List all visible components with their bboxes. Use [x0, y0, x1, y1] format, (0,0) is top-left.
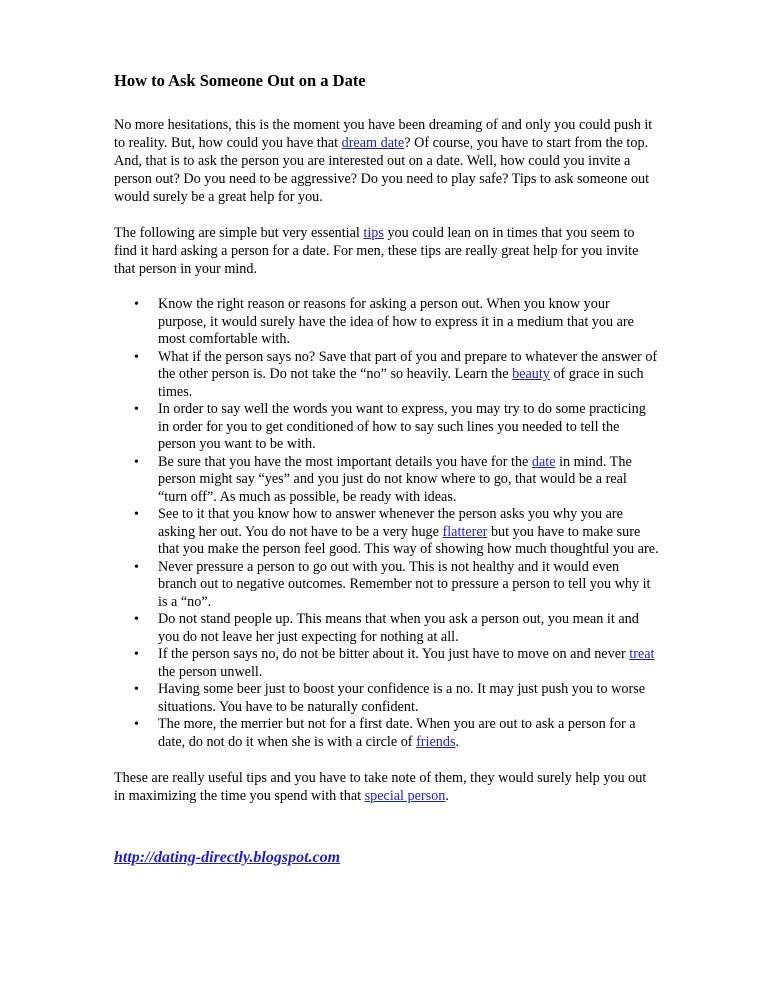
- bullet-icon: •: [134, 454, 139, 470]
- date-link[interactable]: date: [531, 453, 556, 470]
- tip-text: If the person says no, do not be bitter about it. You just have to move on and never: [158, 646, 630, 662]
- tip-text: Do not stand people up. This means that when you ask a person out, you mean it and you do not leave her just expecting for nothing at all.: [158, 611, 639, 645]
- list-item: [114, 681, 659, 716]
- list-item: [114, 506, 659, 559]
- tip-text: The more, the merrier but not for a first date. When you are out to ask a person for a date, do not do it when she is with a circle of: [158, 716, 636, 750]
- treat-link[interactable]: treat: [629, 646, 655, 662]
- list-item: [114, 646, 659, 681]
- tip-text: Be sure that you have the most important details you have for the: [158, 453, 532, 470]
- dream-date-link[interactable]: dream date: [341, 135, 405, 151]
- tips-list: [114, 296, 659, 751]
- tip-text: What if the person says no? Save that part of you and prepare to whatever the answer of the other person is. Do not take the “no” so heavily. Learn the: [158, 348, 658, 382]
- blog-url-link[interactable]: http://dating-directly.blogspot.com: [114, 849, 341, 866]
- tip-text: In order to say well the words you want to express, you may try to do some practicing in order for you to get conditioned of how to say such lines you needed to tell the person you want to be with.: [158, 401, 646, 452]
- tip-text: Having some beer just to boost your confidence is a no. It may just push you to worse situations. You have to be naturally confident.: [158, 681, 646, 715]
- bullet-icon: •: [134, 297, 139, 312]
- list-item: [114, 401, 659, 454]
- tips-link[interactable]: tips: [363, 225, 384, 241]
- list-item: [114, 349, 659, 402]
- special-person-link[interactable]: special person: [364, 788, 446, 804]
- bullet-icon: •: [134, 647, 139, 662]
- tip-text: Know the right reason or reasons for asking a person out. When you know your purpose, it would surely have the idea of how to express it in a medium that you are most comfortable with.: [158, 296, 634, 347]
- intro-text-2: ? Of course, you have to start from the top. And, that is to ask the person you are interested out on a date. Well, how could you invite a person out? Do you need to be aggressive? Do you need to play safe? Tips to ask someone out would surely be a great help for you.: [114, 135, 650, 205]
- list-item: [114, 296, 659, 349]
- list-item: [114, 716, 659, 751]
- bullet-icon: •: [134, 507, 139, 522]
- bullet-icon: •: [134, 559, 139, 575]
- beauty-link[interactable]: beauty: [512, 366, 550, 382]
- closing-paragraph: [114, 769, 659, 805]
- para2-text-2: you could lean on in times that you seem to find it hard asking a person for a date. For men, these tips are really great help for you invite that person in your mind.: [114, 225, 639, 277]
- list-item: [114, 559, 659, 612]
- flatterer-link[interactable]: flatterer: [442, 523, 488, 540]
- tip-text: but you have to make sure that you make the person feel good. This way of showing how much thoughtful you are.: [158, 523, 659, 557]
- bullet-icon: •: [134, 682, 139, 697]
- tip-text: of grace in such times.: [158, 366, 644, 400]
- page-title: How to Ask Someone Out on a Date: [114, 71, 366, 90]
- para2-text-1: The following are simple but very essential: [114, 225, 364, 241]
- tip-text: in mind. The person might say “yes” and you just do not know where to go, that would be a real “turn off”. As much as possible, be ready with ideas.: [158, 453, 632, 505]
- friends-link[interactable]: friends: [416, 733, 456, 750]
- tips-intro-paragraph: [114, 224, 659, 278]
- bullet-icon: •: [134, 402, 139, 417]
- bullet-icon: •: [134, 349, 139, 365]
- list-item: [114, 454, 659, 507]
- tip-text: See to it that you know how to answer whenever the person asks you why you are asking her out. You do not have to be a very huge: [158, 506, 623, 540]
- tip-text: .: [455, 733, 460, 750]
- intro-text-1: No more hesitations, this is the moment you have been dreaming of and only you could push it to reality. But, how could you have that: [114, 117, 653, 151]
- list-item: [114, 611, 659, 646]
- bullet-icon: •: [134, 717, 139, 732]
- tip-text: Never pressure a person to go out with you. This is not healthy and it would even branch out to negative outcomes. Remember not to pressure a person to tell you why it is a “no”.: [158, 558, 651, 610]
- tip-text: the person unwell.: [158, 663, 263, 680]
- intro-paragraph: [114, 116, 659, 206]
- closing-text-1: These are really useful tips and you have to take note of them, they would surely help you out in maximizing the time you spend with that: [114, 770, 647, 804]
- closing-text-2: .: [445, 788, 449, 804]
- bullet-icon: •: [134, 612, 139, 627]
- document-body: [114, 70, 659, 867]
